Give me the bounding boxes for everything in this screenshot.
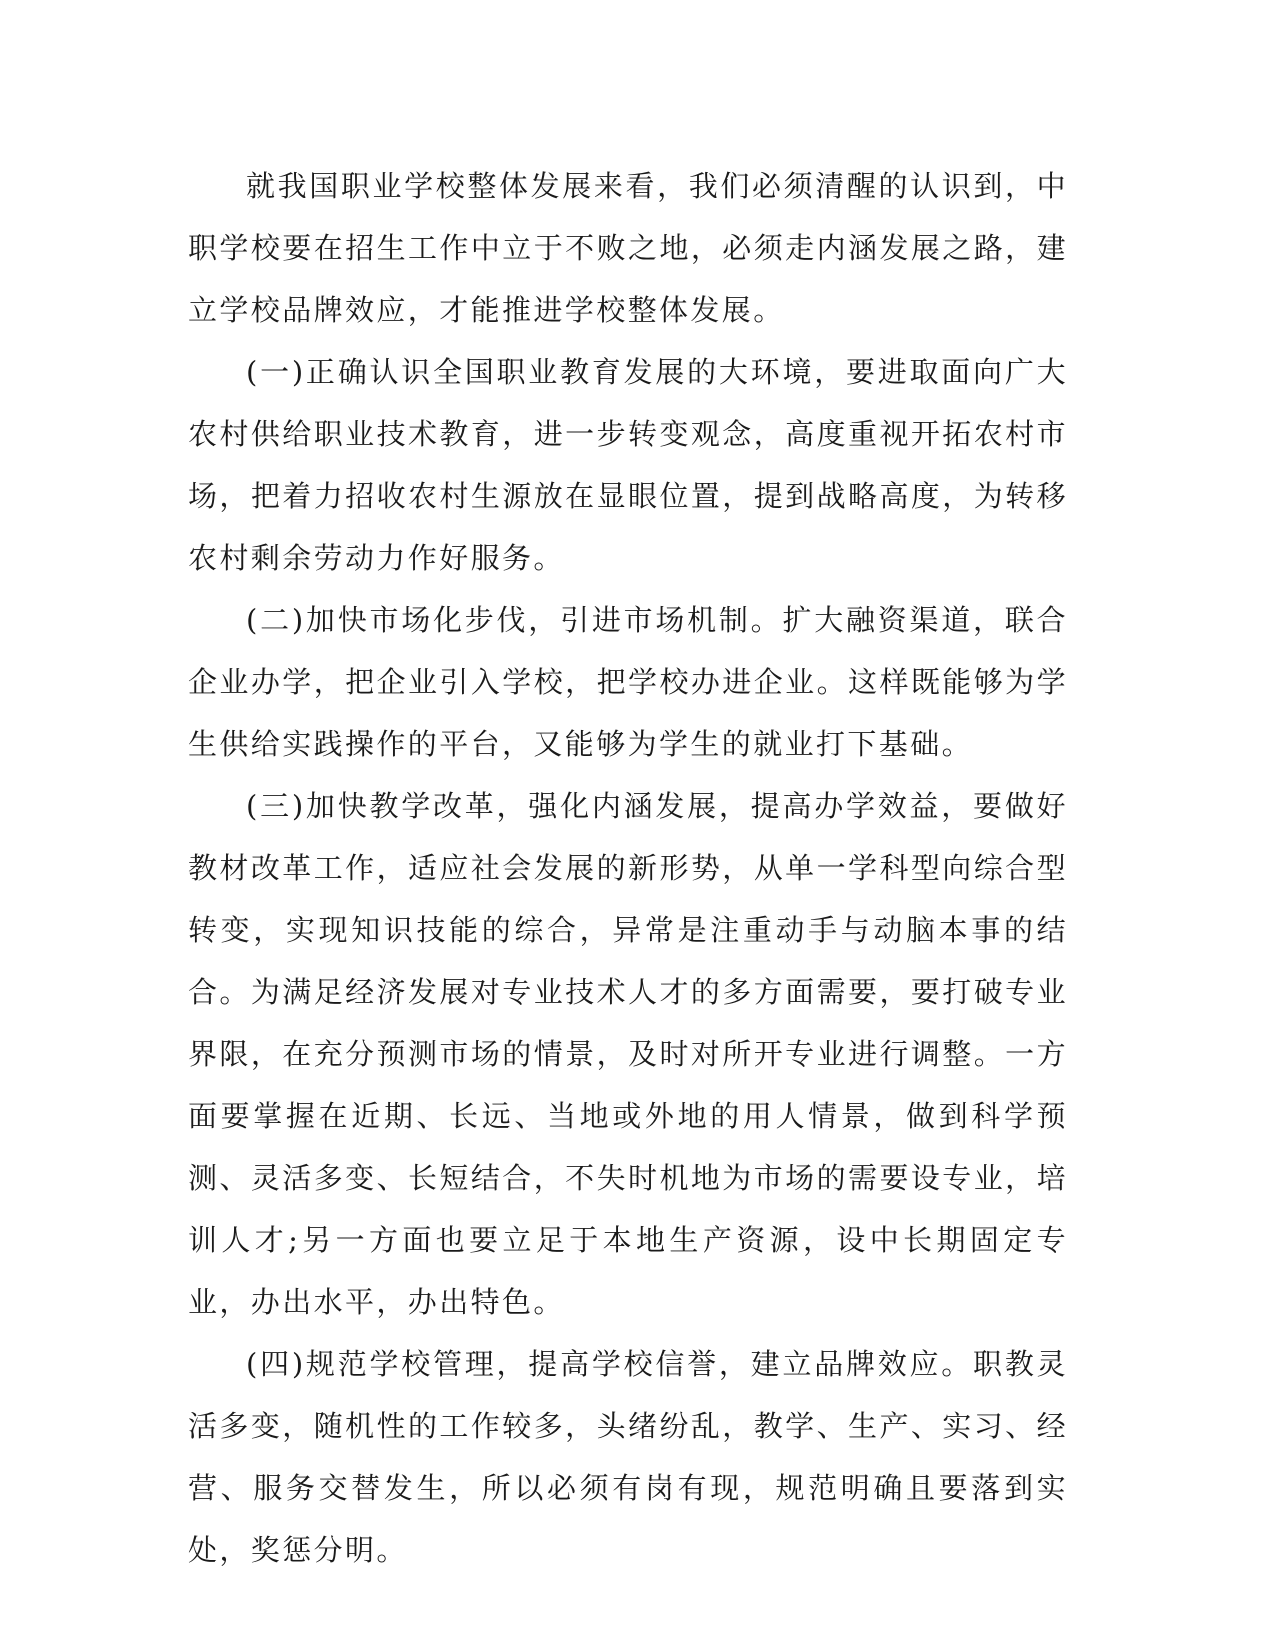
document-body [188,155,1068,1581]
paragraph-point-4: (四)规范学校管理，提高学校信誉，建立品牌效应。职教灵活多变，随机性的工作较多，头绪纷乱，教学、生产、实习、经营、服务交替发生，所以必须有岗有现，规范明确且要落到实处，奖惩分明。 [188,1347,1068,1567]
paragraph-point-1: (一)正确认识全国职业教育发展的大环境，要进取面向广大农村供给职业技术教育，进一步转变观念，高度重视开拓农村市场，把着力招收农村生源放在显眼位置，提到战略高度，为转移农村剩余劳动力作好服务。 [188,355,1068,575]
paragraph-point-3: (三)加快教学改革，强化内涵发展，提高办学效益，要做好教材改革工作，适应社会发展的新形势，从单一学科型向综合型转变，实现知识技能的综合，异常是注重动手与动脑本事的结合。为满足经济发展对专业技术人才的多方面需要，要打破专业界限，在充分预测市场的情景，及时对所开专业进行调整。一方面要掌握在近期、长远、当地或外地的用人情景，做到科学预测、灵活多变、长短结合，不失时机地为市场的需要设专业，培训人才;另一方面也要立足于本地生产资源，设中长期固定专业，办出水平，办出特色。 [188,789,1068,1319]
paragraph-intro: 就我国职业学校整体发展来看，我们必须清醒的认识到，中职学校要在招生工作中立于不败之地，必须走内涵发展之路，建立学校品牌效应，才能推进学校整体发展。 [188,169,1068,327]
paragraph-point-2: (二)加快市场化步伐，引进市场机制。扩大融资渠道，联合企业办学，把企业引入学校，把学校办进企业。这样既能够为学生供给实践操作的平台，又能够为学生的就业打下基础。 [188,603,1068,761]
